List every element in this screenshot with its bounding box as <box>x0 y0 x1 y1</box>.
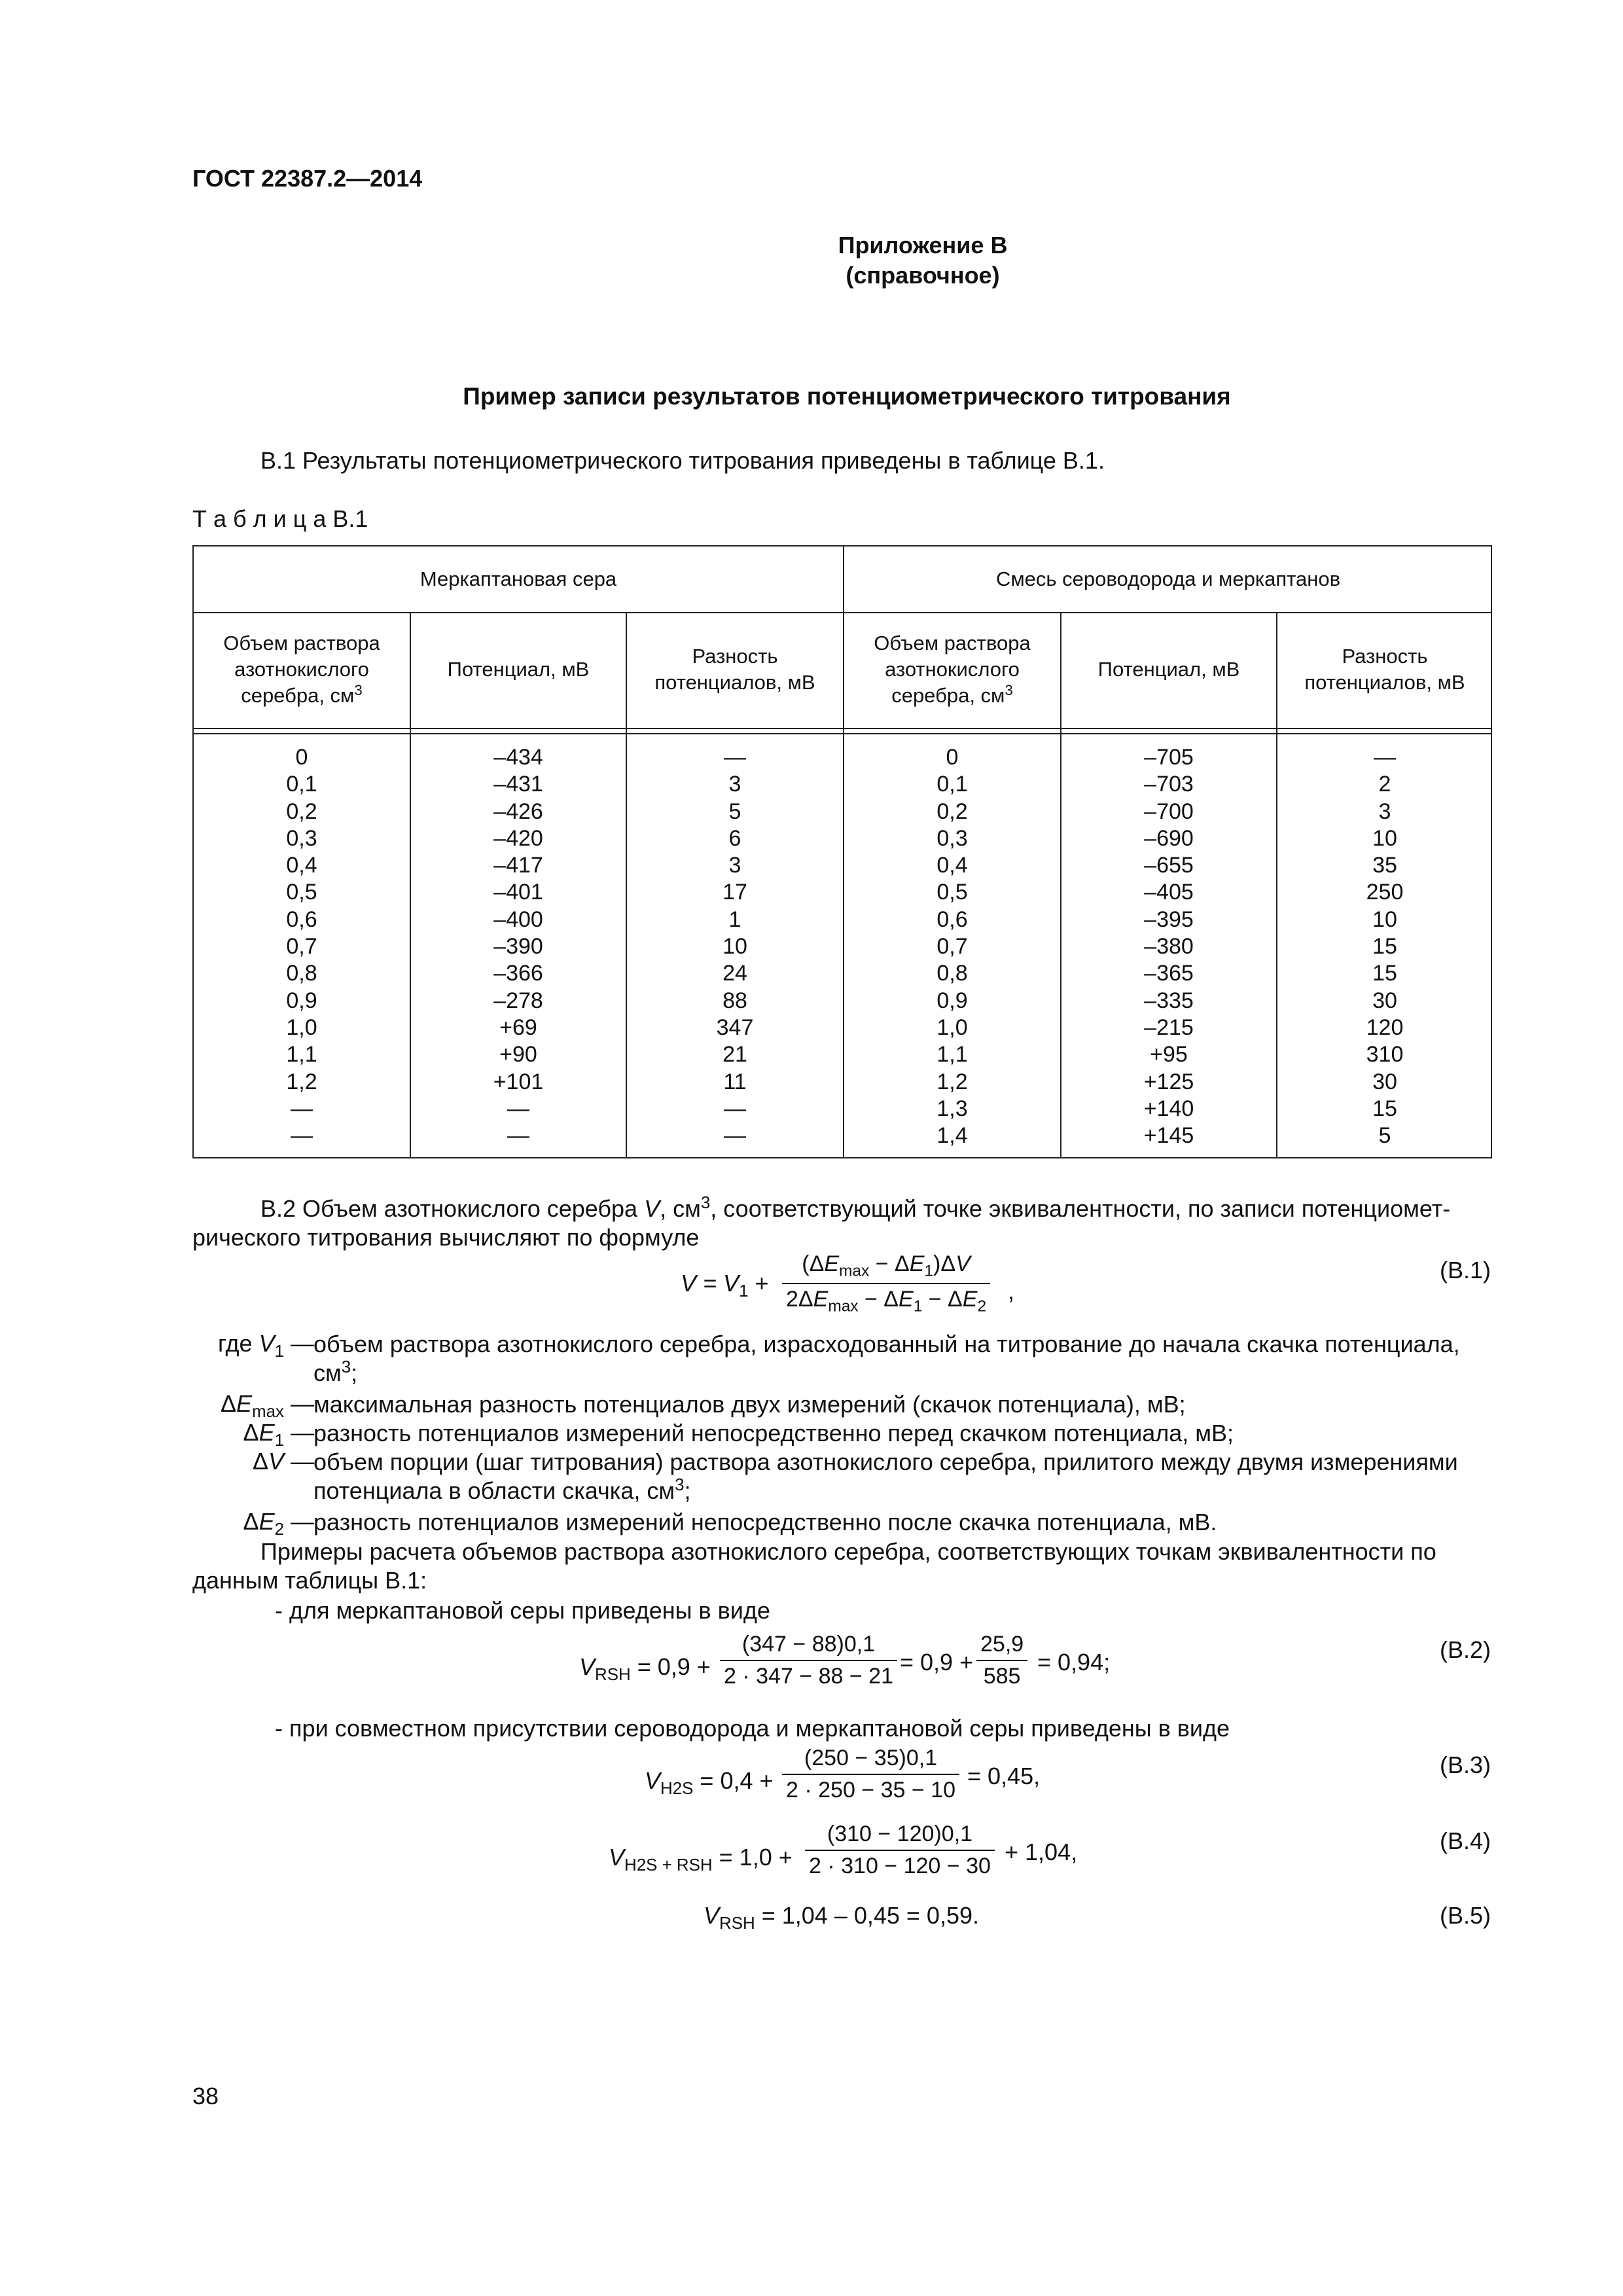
formula-b3-denominator: 2 · 250 − 35 − 10 <box>786 1778 955 1803</box>
table-cell: –215 <box>1144 1014 1194 1040</box>
page-number: 38 <box>192 2083 219 2109</box>
table-cell: +95 <box>1150 1042 1188 1067</box>
table-cell: +140 <box>1143 1096 1194 1121</box>
def-text-emax: максимальная разность потенциалов двух измерений (скачок потенциала), мВ; <box>313 1391 1186 1418</box>
table-cell: –390 <box>493 934 543 960</box>
table-cell: 0,1 <box>286 772 317 797</box>
paragraph-b2-line2: рического титрования вычисляют по формуле <box>192 1224 700 1251</box>
table-cell: 30 <box>1372 1069 1397 1094</box>
table-cell: 347 <box>716 1014 754 1040</box>
table-cell: — <box>507 1123 529 1149</box>
column-volume-2 <box>844 744 1060 1149</box>
formula-b3-number: (В.3) <box>1440 1751 1491 1778</box>
col-header-diff-2: Разность потенциалов, мВ <box>1304 645 1465 694</box>
formula-b2-number: (В.2) <box>1440 1636 1491 1663</box>
results-table <box>192 545 1492 1158</box>
examples-item1: - для меркаптановой серы приведены в виде <box>275 1597 770 1624</box>
formula-b4-number: (В.4) <box>1440 1827 1491 1854</box>
table-cell: 35 <box>1372 853 1397 878</box>
appendix-subtitle: (справочное) <box>846 262 1000 289</box>
group-header-mercaptan-sulfur: Меркаптановая сера <box>419 567 617 590</box>
table-cell: –703 <box>1144 772 1194 797</box>
examples-line1: Примеры расчета объемов раствора азотнокислого серебра, соответствующих точкам эквивалентности по <box>260 1538 1436 1565</box>
table-cell: –434 <box>493 745 543 770</box>
def-dash: — <box>291 1508 314 1535</box>
table-cell: 0,1 <box>936 772 968 797</box>
table-cell: 10 <box>722 934 747 960</box>
group-header-mixture: Смесь сероводорода и меркаптанов <box>995 567 1341 590</box>
formula-b4-lhs: $V_{H2S + RSH} = 1,0$ + <box>609 1844 793 1874</box>
table-cell: –431 <box>493 772 543 797</box>
table-cell: –426 <box>493 798 543 824</box>
def-text-e1: разность потенциалов измерений непосредственно перед скачком потенциала, мВ; <box>313 1420 1234 1446</box>
formula-b3-numerator: (250 − 35)0,1 <box>782 1746 959 1775</box>
table-cell: –405 <box>1144 880 1194 905</box>
appendix-heading <box>707 230 1139 291</box>
paragraph-b2-line1: В.2 Объем азотнокислого серебра V, $см^3$, соответствующий точке эквивалентности, по записи потенциомет- <box>260 1194 1451 1222</box>
table-cell: –400 <box>493 906 543 932</box>
def-term-e1: $\Delta E_1$ <box>243 1419 284 1450</box>
table-cell: 3 <box>728 853 741 878</box>
def-dash: — <box>291 1419 314 1446</box>
table-cell: 15 <box>1372 961 1397 986</box>
formula-b2-numerator-2: 25,9 <box>976 1632 1027 1661</box>
table-cell: –420 <box>493 825 543 851</box>
table-cell: –401 <box>493 880 543 905</box>
table-cell: –380 <box>1144 934 1194 960</box>
table-cell: +101 <box>493 1069 544 1094</box>
formula-b1-denominator: $2\Delta E_{max} - \Delta E_1 - \Delta E_2$ <box>786 1287 987 1316</box>
table-cell: –417 <box>493 853 543 878</box>
formula-b5-number: (В.5) <box>1440 1902 1491 1929</box>
col-header-potential-2: Потенциал, мВ <box>1097 658 1240 681</box>
table-cell: 1,1 <box>936 1042 968 1067</box>
def-term-v1: где $V_1$ <box>218 1330 284 1361</box>
table-cell: 11 <box>723 1069 747 1094</box>
def-text-e2: разность потенциалов измерений непосредственно после скачка потенциала, мВ. <box>313 1509 1217 1535</box>
paragraph-b1: В.1 Результаты потенциометрического титрования приведены в таблице В.1. <box>260 447 1105 474</box>
table-cell: 0,5 <box>286 880 317 905</box>
table-cell: 15 <box>1372 934 1397 960</box>
formula-b1-lhs: $V = V_1$ + <box>681 1270 769 1300</box>
document-id: ГОСТ 22387.2—2014 <box>192 165 423 192</box>
col-header-volume-1: Объем раствора азотнокислого серебра, $см^3$ <box>223 632 380 707</box>
table-cell: 6 <box>728 825 741 851</box>
table-cell: 0,6 <box>286 906 317 932</box>
table-cell: –365 <box>1144 961 1194 986</box>
table-cell: –395 <box>1144 906 1194 932</box>
table-cell: — <box>724 1096 746 1121</box>
table-caption: Т а б л и ц а В.1 <box>192 505 368 532</box>
table-cell: 1,4 <box>936 1123 968 1149</box>
col-header-diff-1: Разность потенциалов, мВ <box>654 645 815 694</box>
table-cell: –366 <box>493 961 543 986</box>
table-cell: 1,3 <box>936 1096 968 1121</box>
table-cell: — <box>724 745 746 770</box>
table-cell: 0,5 <box>936 880 968 905</box>
table-cell: 1,2 <box>286 1069 317 1094</box>
column-potential-2 <box>1061 744 1276 1149</box>
formula-b2-fraction-2 <box>976 1632 1027 1689</box>
table-cell: –278 <box>493 988 543 1013</box>
formula-b5: $V_{RSH} = 1,04 - 0,45 = 0,59$. <box>704 1902 979 1933</box>
col-header-potential-1: Потенциал, мВ <box>447 658 590 681</box>
table-cell: 0,9 <box>936 988 968 1013</box>
formula-b1-fraction <box>782 1251 990 1316</box>
table-cell: 250 <box>1366 880 1404 905</box>
table-cell: 120 <box>1366 1014 1404 1040</box>
table-cell: –335 <box>1144 988 1194 1013</box>
table-cell: 1,1 <box>286 1042 317 1067</box>
formula-b4-numerator: (310 − 120)0,1 <box>805 1821 995 1851</box>
formula-b2-denominator-2: 585 <box>983 1664 1021 1689</box>
examples-line2: данным таблицы В.1: <box>192 1567 427 1594</box>
def-text-dv: объем порции (шаг титрования) раствора азотнокислого серебра, прилитого между двумя измерениями потенциала в области скачка, $см^3$; <box>313 1448 1458 1504</box>
formula-b2-lhs: $V_{RSH} = 0,9$ + <box>579 1653 711 1684</box>
table-cell: 0,6 <box>936 906 968 932</box>
column-diff-1 <box>627 744 843 1149</box>
table-cell: 2 <box>1378 772 1391 797</box>
table-cell: — <box>291 1096 313 1121</box>
def-term-dv: ΔV <box>252 1448 284 1475</box>
formula-b2-fraction-1 <box>720 1632 897 1689</box>
table-cell: +69 <box>499 1014 537 1040</box>
table-cell: 0,3 <box>936 825 968 851</box>
table-cell: 0,9 <box>286 988 317 1013</box>
table-cell: 0,2 <box>286 798 317 824</box>
table-cell: –705 <box>1144 745 1194 770</box>
table-cell: –700 <box>1144 798 1194 824</box>
table-cell: +145 <box>1143 1123 1194 1149</box>
table-cell: 0,3 <box>286 825 317 851</box>
formula-b1-number: (В.1) <box>1440 1257 1491 1283</box>
formula-b3-lhs: $V_{H2S} = 0,4$ + <box>645 1767 774 1798</box>
table-cell: — <box>507 1096 529 1121</box>
table-cell: — <box>291 1123 313 1149</box>
table-cell: 3 <box>728 772 741 797</box>
table-cell: 0,8 <box>286 961 317 986</box>
def-term-emax: $\Delta E_{max}$ <box>220 1390 284 1421</box>
table-cell: 0 <box>295 745 308 770</box>
table-cell: 5 <box>728 798 741 824</box>
table-cell: 0,4 <box>286 853 317 878</box>
formula-b4-denominator: 2 · 310 − 120 − 30 <box>809 1854 991 1878</box>
section-title: Пример записи результатов потенциометрического титрования <box>463 383 1231 410</box>
formula-b2-denominator-1: 2 · 347 − 88 − 21 <box>724 1664 893 1689</box>
table-cell: 21 <box>722 1042 747 1067</box>
examples-item2: - при совместном присутствии сероводорода и меркаптановой серы приведены в виде <box>275 1715 1230 1742</box>
table-cell: 0,7 <box>286 934 317 960</box>
def-text-v1: объем раствора азотнокислого серебра, израсходованный на титрование до начала скачка потенциала, $см^3$; <box>313 1331 1460 1386</box>
formula-b1-tail: , <box>1008 1278 1015 1304</box>
table-cell: — <box>1374 745 1396 770</box>
formula-b2-mid: = 0,9 + <box>900 1649 974 1676</box>
table-cell: 0,4 <box>936 853 968 878</box>
table-cell: 1 <box>728 906 741 932</box>
formula-b2-tail: = 0,94; <box>1037 1649 1111 1676</box>
column-volume-1 <box>194 744 410 1149</box>
table-cell: 17 <box>722 880 747 905</box>
def-dash: — <box>291 1448 314 1475</box>
table-cell: 1,0 <box>936 1014 968 1040</box>
table-cell: +125 <box>1143 1069 1194 1094</box>
table-cell: 5 <box>1378 1123 1391 1149</box>
table-cell: 1,2 <box>936 1069 968 1094</box>
table-cell: 30 <box>1372 988 1397 1013</box>
formula-b2-numerator-1: (347 − 88)0,1 <box>720 1632 897 1661</box>
table-cell: 0,8 <box>936 961 968 986</box>
col-header-volume-2: Объем раствора азотнокислого серебра, $см^3$ <box>874 632 1031 707</box>
table-cell: 10 <box>1372 825 1397 851</box>
table-cell: +90 <box>499 1042 537 1067</box>
formula-b4-tail: + 1,04, <box>1005 1839 1078 1865</box>
table-cell: –655 <box>1144 853 1194 878</box>
formula-b3-fraction <box>782 1746 959 1803</box>
def-term-e2: $\Delta E_2$ <box>243 1508 284 1539</box>
table-cell: –690 <box>1144 825 1194 851</box>
table-cell: 15 <box>1372 1096 1397 1121</box>
table-cell: 1,0 <box>286 1014 317 1040</box>
def-dash: — <box>291 1390 314 1417</box>
appendix-title: Приложение В <box>838 232 1008 259</box>
table-cell: 3 <box>1378 798 1391 824</box>
def-dash: — <box>291 1330 314 1357</box>
formula-b4-fraction <box>805 1821 995 1879</box>
table-cell: 310 <box>1366 1042 1404 1067</box>
table-cell: 0,2 <box>936 798 968 824</box>
formula-b1-numerator: $(\Delta E_{max} - \Delta E_1)\Delta V$ <box>782 1251 990 1284</box>
column-diff-2 <box>1277 744 1492 1149</box>
table-cell: 88 <box>722 988 747 1013</box>
table-cell: 24 <box>722 961 747 986</box>
column-potential-1 <box>411 744 626 1149</box>
table-cell: 0 <box>946 745 959 770</box>
table-cell: 10 <box>1372 906 1397 932</box>
table-cell: 0,7 <box>936 934 968 960</box>
table-cell: — <box>724 1123 746 1149</box>
formula-b3-tail: = 0,45, <box>967 1763 1041 1789</box>
